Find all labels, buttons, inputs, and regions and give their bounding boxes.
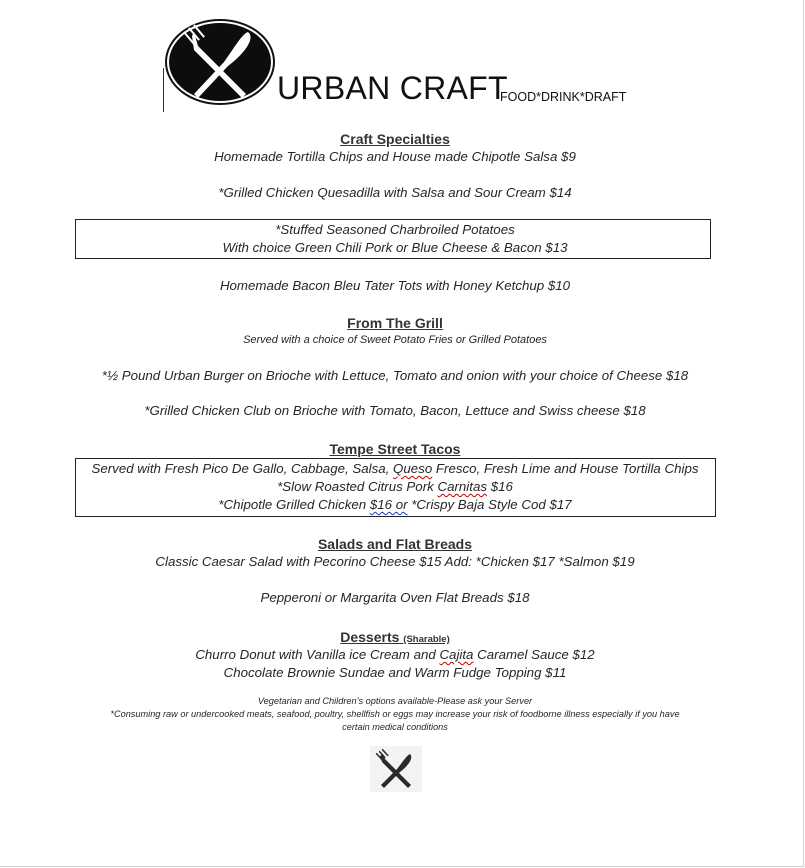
text-span: *Slow Roasted Citrus Pork — [277, 479, 438, 494]
text-span: *Chipotle Grilled Chicken — [218, 497, 370, 512]
footer-note: certain medical conditions — [342, 722, 448, 732]
menu-item: Pepperoni or Margarita Oven Flat Breads $18 — [260, 590, 530, 605]
text-span: Served with Fresh Pico De Gallo, Cabbage, Salsa, — [91, 461, 394, 476]
menu-item: Classic Caesar Salad with Pecorino Cheese $15 Add: *Chicken $17 *Salmon $19 — [155, 554, 635, 569]
fork-knife-crossed-icon — [164, 18, 276, 106]
text-span: *Crispy Baja Style Cod $17 — [407, 497, 572, 512]
text-cursor — [163, 68, 164, 112]
section-subtitle: Served with a choice of Sweet Potato Fries or Grilled Potatoes — [243, 334, 547, 346]
section-heading-craft-specialties: Craft Specialties — [340, 131, 450, 147]
menu-item-detail: With choice Green Chili Pork or Blue Cheese & Bacon $13 — [222, 240, 568, 255]
text-span: Caramel Sauce $12 — [473, 647, 595, 662]
grammar-check-phrase: $16 or — [369, 497, 408, 512]
text-span: Churro Donut with Vanilla ice Cream and — [195, 647, 440, 662]
tacos-description — [0, 461, 790, 476]
menu-item: Chocolate Brownie Sundae and Warm Fudge Topping $11 — [223, 665, 567, 680]
section-heading-tempe-street-tacos: Tempe Street Tacos — [329, 441, 461, 457]
section-heading-salads-flat-breads: Salads and Flat Breads — [317, 536, 473, 552]
heading-text: Desserts — [340, 629, 400, 645]
menu-item — [0, 497, 790, 512]
menu-item — [0, 479, 790, 494]
menu-item: Homemade Bacon Bleu Tater Tots with Honey Ketchup $10 — [219, 278, 571, 293]
section-heading-desserts — [0, 629, 790, 645]
footer-note: *Consuming raw or undercooked meats, seafood, poultry, shellfish or eggs may increase your risk of foodborne illness especially if you have — [110, 709, 680, 719]
fork-knife-crossed-icon — [370, 746, 422, 792]
brand-name: URBAN CRAFT — [277, 70, 508, 106]
tagline: FOOD*DRINK*DRAFT — [500, 90, 627, 104]
menu-item: *Grilled Chicken Quesadilla with Salsa and Sour Cream $14 — [218, 185, 572, 200]
heading-note: (Sharable) — [403, 634, 450, 645]
spellcheck-word: Queso — [393, 461, 433, 476]
spellcheck-word: Cajita — [439, 647, 474, 662]
menu-item — [0, 647, 790, 662]
menu-item: Homemade Tortilla Chips and House made Chipotle Salsa $9 — [214, 149, 576, 164]
section-heading-from-the-grill: From The Grill — [347, 315, 443, 331]
menu-item: *Grilled Chicken Club on Brioche with Tomato, Bacon, Lettuce and Swiss cheese $18 — [144, 403, 646, 418]
text-span: $16 — [487, 479, 513, 494]
footer-note: Vegetarian and Children’s options available-Please ask your Server — [257, 696, 533, 706]
spellcheck-word: Carnitas — [437, 479, 487, 494]
menu-item: *Stuffed Seasoned Charbroiled Potatoes — [275, 222, 515, 237]
menu-item: *½ Pound Urban Burger on Brioche with Lettuce, Tomato and onion with your choice of Cheese $18 — [101, 368, 689, 383]
text-span: Fresco, Fresh Lime and House Tortilla Chips — [432, 461, 699, 476]
